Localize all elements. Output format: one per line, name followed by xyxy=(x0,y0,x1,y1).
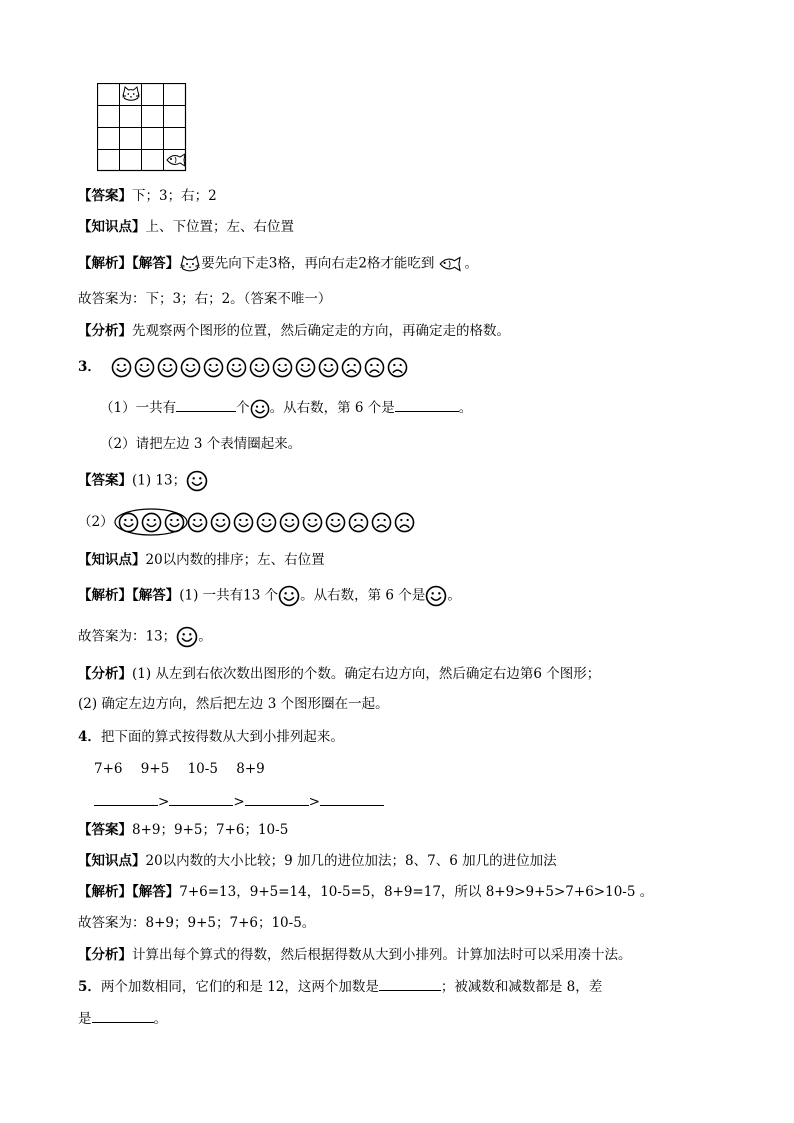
answer-label: 【答案】 xyxy=(78,188,132,204)
analysis-text-3: 。 xyxy=(447,587,461,604)
q5-blank-2[interactable] xyxy=(92,1008,154,1023)
smile-face-icon xyxy=(226,357,247,378)
q4-knowledge xyxy=(78,851,557,871)
q4-analysis xyxy=(78,882,653,902)
frown-face-icon xyxy=(387,357,408,378)
q4-blank-4[interactable] xyxy=(320,791,384,806)
q3-blank-1[interactable] xyxy=(176,397,236,412)
s2-answer xyxy=(78,186,217,206)
fenxi-text: 计算出每个算式的得数，然后根据得数从大到小排列。计算加法时可以采用凑十法。 xyxy=(132,947,632,963)
answer-text: (1) 13； xyxy=(132,472,187,489)
s2-fenxi xyxy=(78,321,510,341)
q3-faces-row xyxy=(78,357,410,378)
q4-question-text: 把下面的算式按得数从大到小排列起来。 xyxy=(100,729,344,745)
smile-face-icon xyxy=(111,357,132,378)
knowledge-label: 【知识点】 xyxy=(78,853,146,869)
fish-icon xyxy=(167,154,185,166)
q4-number: 4． xyxy=(78,729,101,745)
smile-face-icon xyxy=(279,512,300,533)
q3-answer-2 xyxy=(78,512,417,533)
analysis-text-2: 。从右数，第 6 个是 xyxy=(300,587,426,604)
q5-text-4: 。 xyxy=(153,1011,167,1027)
answer-label: 【答案】 xyxy=(78,822,132,838)
q4-blanks xyxy=(94,791,384,812)
smile-face-icon xyxy=(210,512,231,533)
knowledge-text: 20以内数的排序；左、右位置 xyxy=(145,552,325,568)
fenxi-label: 【分析】 xyxy=(78,323,132,339)
q3-knowledge xyxy=(78,550,325,570)
fenxi-text: 先观察两个图形的位置，然后确定走的方向，再确定走的格数。 xyxy=(132,323,510,339)
answer2-prefix: （2） xyxy=(78,514,114,530)
analysis-label: 【解析】【解答】 xyxy=(78,255,180,272)
smile-face-icon xyxy=(176,626,198,648)
smile-face-icon xyxy=(256,512,277,533)
circled-faces xyxy=(118,512,417,533)
q4-final-answer: 故答案为：8+9；9+5；7+6；10-5。 xyxy=(78,915,316,931)
q3-sub1-end: 。 xyxy=(458,400,473,416)
smile-face-icon xyxy=(233,512,254,533)
smile-face-icon xyxy=(325,512,346,533)
answer-text: 8+9；9+5；7+6；10-5 xyxy=(132,822,289,838)
q5-blank-1[interactable] xyxy=(379,976,441,991)
q4-fenxi xyxy=(78,945,632,965)
q3-analysis xyxy=(78,585,461,607)
frown-face-icon xyxy=(341,357,362,378)
cat-icon xyxy=(179,254,201,274)
q3-final-answer xyxy=(78,626,212,648)
q5-question xyxy=(78,976,602,997)
smile-face-icon xyxy=(186,470,208,492)
smile-face-icon xyxy=(180,357,201,378)
q3-fenxi-2: (2) 确定左边方向，然后把左边 3 个图形圈在一起。 xyxy=(78,696,389,712)
analysis-text: 7+6=13，9+5=14，10-5=5，8+9=17，所以 8+9>9+5>7+6>10-5 。 xyxy=(179,884,654,900)
cat-fish-grid xyxy=(97,83,189,177)
fenxi-label: 【分析】 xyxy=(78,666,132,682)
q4-expressions xyxy=(94,759,265,779)
knowledge-label: 【知识点】 xyxy=(78,552,146,568)
gt-sign: > xyxy=(233,794,245,810)
grid-figure xyxy=(97,83,189,173)
smile-face-icon xyxy=(157,357,178,378)
s2-final-answer: 故答案为：下；3；右；2。（答案不唯一） xyxy=(78,291,332,307)
analysis-text: 要先向下走3格，再向右走2格才能吃到 xyxy=(201,255,435,272)
smile-face-icon xyxy=(295,357,316,378)
answer-label: 【答案】 xyxy=(78,472,132,489)
frown-face-icon xyxy=(371,512,392,533)
q5-text-3: 是 xyxy=(78,1011,92,1027)
q4-answer xyxy=(78,820,288,840)
smile-face-icon xyxy=(249,357,270,378)
expression: 7+6 xyxy=(94,761,123,777)
q5-text-1: 两个加数相同，它们的和是 12，这两个加数是 xyxy=(100,979,379,995)
cat-icon xyxy=(122,87,140,100)
analysis-end: 。 xyxy=(464,255,478,272)
fenxi-text: (1) 从左到右依次数出图形的个数。确定右边方向，然后确定右边第6 个图形； xyxy=(132,666,601,682)
frown-face-icon xyxy=(394,512,415,533)
q4-blank-1[interactable] xyxy=(94,791,158,806)
q3-sub1-prefix: （1）一共有 xyxy=(100,400,177,416)
smile-face-icon xyxy=(203,357,224,378)
smile-face-icon xyxy=(318,357,339,378)
fish-icon xyxy=(434,253,464,275)
smile-face-icon xyxy=(250,399,270,419)
analysis-label: 【解析】【解答】 xyxy=(78,884,180,900)
s2-analysis xyxy=(78,253,478,275)
q4-question xyxy=(78,727,344,747)
final-answer-end: 。 xyxy=(198,628,212,645)
knowledge-text: 20以内数的大小比较；9 加几的进位加法；8、7、6 加几的进位加法 xyxy=(145,853,557,869)
smile-face-icon xyxy=(425,585,447,607)
q3-blank-2[interactable] xyxy=(395,397,459,412)
q3-fenxi xyxy=(78,664,600,684)
circle-ellipse xyxy=(114,507,194,537)
smile-face-icon xyxy=(278,585,300,607)
knowledge-label: 【知识点】 xyxy=(78,219,146,235)
frown-face-icon xyxy=(348,512,369,533)
fenxi-label: 【分析】 xyxy=(78,947,132,963)
q5-question-2 xyxy=(78,1008,167,1029)
s2-knowledge xyxy=(78,217,294,237)
q5-text-2: ；被减数和减数都是 8，差 xyxy=(440,979,603,995)
expression: 10-5 xyxy=(187,761,218,777)
expression: 8+9 xyxy=(236,761,265,777)
expression: 9+5 xyxy=(140,761,170,777)
q3-number: 3． xyxy=(78,359,101,375)
smile-face-icon xyxy=(302,512,323,533)
q3-sub2: （2）请把左边 3 个表情圈起来。 xyxy=(100,436,302,452)
analysis-label: 【解析】【解答】 xyxy=(78,587,180,604)
smile-face-icon xyxy=(134,357,155,378)
q3-face-sequence xyxy=(111,359,410,375)
q3-sub1 xyxy=(100,397,472,419)
gt-sign: > xyxy=(158,794,170,810)
answer-text: 下；3；右；2 xyxy=(132,188,217,204)
gt-sign: > xyxy=(308,794,320,810)
smile-face-icon xyxy=(272,357,293,378)
q3-answer xyxy=(78,470,208,492)
analysis-text-1: (1) 一共有13 个 xyxy=(179,587,279,604)
knowledge-text: 上、下位置；左、右位置 xyxy=(145,219,294,235)
q5-number: 5． xyxy=(78,979,101,995)
q3-sub1-mid2: 。从右数，第 6 个是 xyxy=(269,400,395,416)
q3-sub1-mid: 个 xyxy=(236,400,250,416)
frown-face-icon xyxy=(364,357,385,378)
q4-blank-3[interactable] xyxy=(245,791,309,806)
final-answer-text: 故答案为：13； xyxy=(78,628,177,645)
q4-blank-2[interactable] xyxy=(169,791,233,806)
